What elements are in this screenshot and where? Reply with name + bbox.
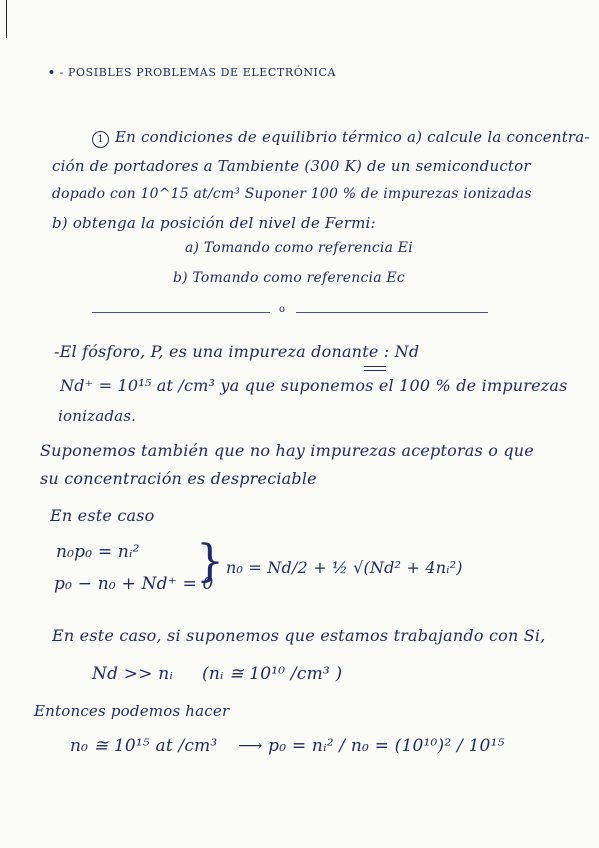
solution-line-5: su concentración es despreciable (40, 469, 317, 488)
equation-6: n₀ ≅ 10¹⁵ at /cm³ (70, 736, 218, 756)
problem-line-3: dopado con 10^15 at/cm³ Suponer 100 % de impurezas ionizadas (52, 186, 532, 202)
separator-right (296, 312, 488, 313)
problem-number: 1 (92, 131, 109, 148)
equation-4: Nd >> nᵢ (92, 664, 174, 684)
problem-line-2: ción de portadores a Tambiente (300 K) de un semiconductor (52, 157, 531, 175)
solution-line-8: Entonces podemos hacer (34, 702, 230, 720)
problem-line-1-text: En condiciones de equilibrio térmico a) calcule la concentra- (115, 128, 590, 146)
equation-7: ⟶ p₀ = nᵢ² / n₀ = (10¹⁰)² / 10¹⁵ (238, 736, 505, 756)
solution-line-1: -El fósforo, P, es una impureza donante : Nd (54, 342, 420, 361)
solution-line-4: Suponemos también que no hay impurezas aceptoras o que (40, 441, 534, 460)
equation-1: n₀p₀ = nᵢ² (56, 542, 140, 562)
problem-option-b: b) Tomando como referencia Ec (173, 270, 405, 286)
nd-underline-1 (364, 366, 386, 367)
nd-underline-2 (364, 370, 386, 371)
heading-bullet: • (48, 66, 56, 79)
margin-line (6, 0, 7, 38)
solution-line-6: En este caso (50, 506, 155, 525)
page-heading (48, 66, 336, 79)
solution-line-3: ionizadas. (58, 407, 137, 425)
problem-line-4: b) obtenga la posición del nivel de Fermi: (52, 214, 376, 232)
equation-2: p₀ − n₀ + Nd⁺ = 0 (54, 574, 214, 594)
solution-line-7: En este caso, si suponemos que estamos trabajando con Si, (52, 626, 546, 645)
solution-line-2: Nd⁺ = 10¹⁵ at /cm³ ya que suponemos el 100 % de impurezas (60, 376, 568, 395)
problem-line-1 (92, 128, 590, 148)
problem-option-a: a) Tomando como referencia Ei (185, 240, 413, 256)
equation-brace: } (196, 536, 224, 587)
equation-5: (nᵢ ≅ 10¹⁰ /cm³ ) (202, 664, 343, 684)
equation-3: n₀ = Nd/2 + ½ √(Nd² + 4nᵢ²) (226, 558, 463, 577)
separator-mark: o (279, 304, 286, 315)
separator-left (92, 312, 270, 313)
heading-text: - POSIBLES PROBLEMAS DE ELECTRÓNICA (59, 66, 337, 79)
